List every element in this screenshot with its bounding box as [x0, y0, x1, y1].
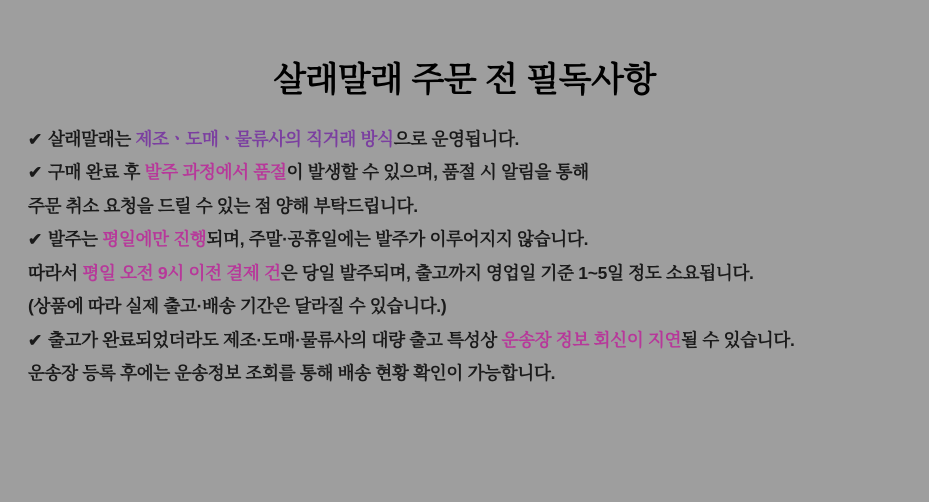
notice-line [28, 164, 901, 182]
notice-line [28, 329, 901, 350]
check-icon: ✔ [28, 330, 42, 350]
notice-text: 운송장 등록 후에는 운송정보 조회를 통해 배송 현황 확인이 가능합니다. [28, 363, 556, 384]
highlight-text-purple: 제조ㆍ도매ㆍ물류사의 직거래 방식 [135, 128, 394, 149]
check-icon: ✔ [28, 230, 42, 250]
notice-text: 으로 운영됩니다. [393, 128, 520, 149]
highlight-text-magenta: 운송장 정보 회신이 지연 [501, 329, 682, 350]
notice-line [28, 231, 901, 249]
notice-line [28, 365, 901, 383]
notice-text: 될 수 있습니다. [681, 329, 795, 350]
notice-text: 발주는 [47, 229, 103, 250]
notice-line [28, 298, 901, 316]
notice-text: 살래말래는 [47, 128, 136, 149]
notice-text: 구매 완료 후 [47, 162, 145, 183]
notice-body [0, 101, 929, 383]
notice-text: (상품에 따라 실제 출고·배송 기간은 달라질 수 있습니다.) [28, 296, 447, 317]
check-icon: ✔ [28, 163, 42, 183]
notice-text: 따라서 [28, 262, 83, 283]
page-title: 살래말래 주문 전 필독사항 [273, 61, 656, 99]
highlight-text-magenta: 발주 과정에서 품절 [144, 162, 287, 183]
notice-text: 이 발생할 수 있으며, 품절 시 알림을 통해 [286, 162, 589, 183]
highlight-text-magenta: 평일 오전 9시 이전 결제 건 [82, 262, 281, 283]
check-icon: ✔ [28, 129, 42, 149]
notice-text: 되며, 주말·공휴일에는 발주가 이루어지지 않습니다. [206, 229, 589, 250]
notice-line [28, 128, 901, 149]
highlight-text-magenta: 평일에만 진행 [102, 229, 207, 250]
notice-text: 주문 취소 요청을 드릴 수 있는 점 양해 부탁드립니다. [28, 195, 418, 216]
notice-text: 은 당일 발주되며, 출고까지 영업일 기준 1~5일 정도 소요됩니다. [280, 262, 754, 283]
notice-line [28, 195, 901, 216]
notice-line-list [28, 128, 901, 384]
notice-text: 출고가 완료되었더라도 제조·도매·물류사의 대량 출고 특성상 [47, 329, 502, 350]
notice-line [28, 262, 901, 283]
